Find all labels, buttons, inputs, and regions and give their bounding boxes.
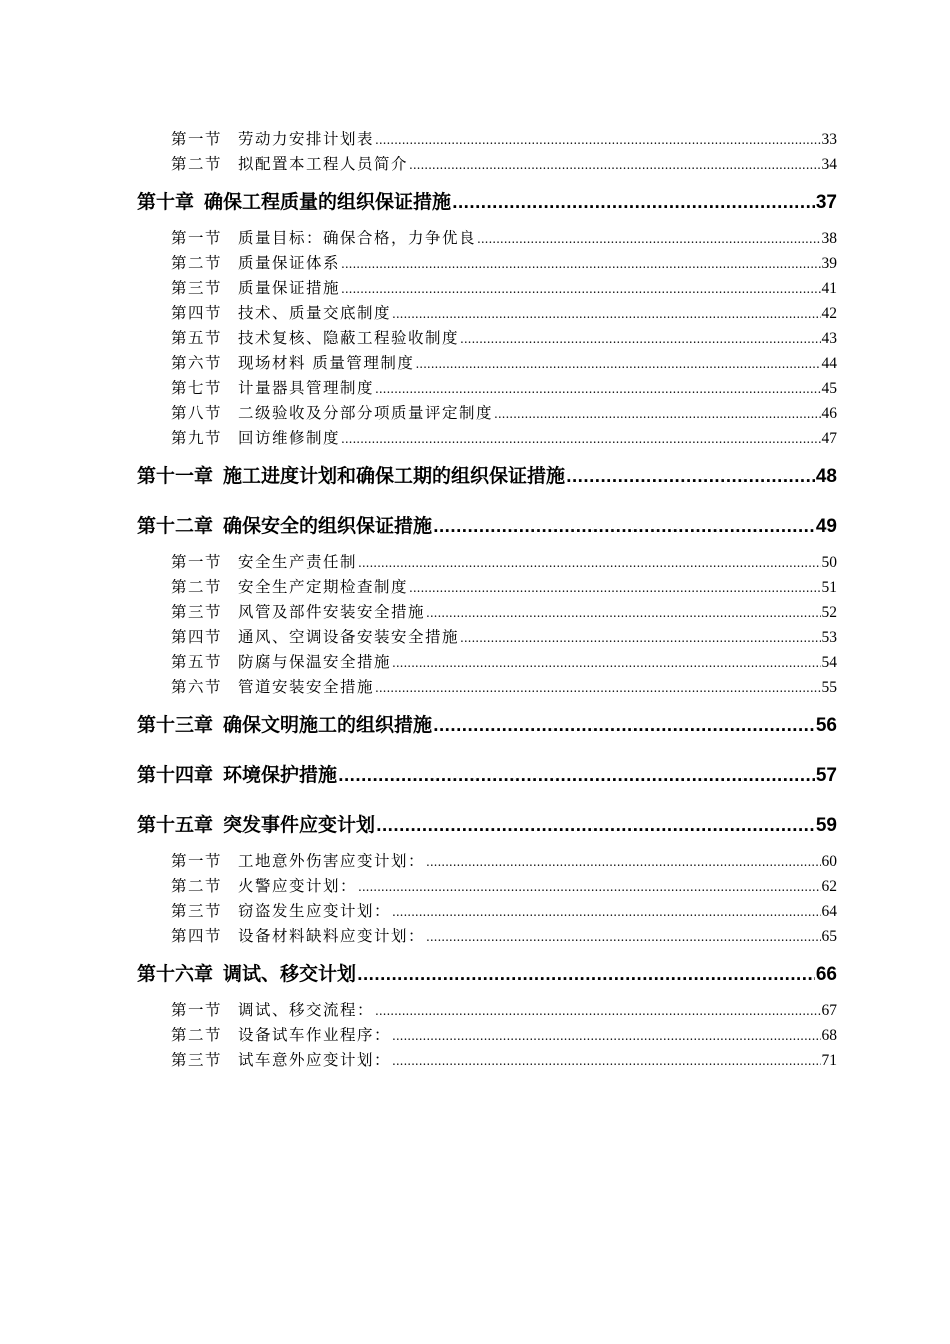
dot-leader <box>341 257 820 271</box>
section-title: 计量器具管理制度 <box>238 379 375 397</box>
page-number: 62 <box>821 878 837 895</box>
section-title: 安全生产责任制 <box>238 553 358 571</box>
page-number: 59 <box>815 815 837 836</box>
toc-entry[interactable] <box>171 998 837 1020</box>
section-number: 第一节 <box>171 1001 223 1019</box>
section-number: 第六节 <box>171 678 223 696</box>
dot-leader <box>494 407 820 421</box>
chapter-title: 环境保护措施 <box>223 764 338 786</box>
toc-chapter-entry[interactable] <box>137 760 837 787</box>
page-number: 66 <box>815 964 837 985</box>
section-number: 第二节 <box>171 254 223 272</box>
page-number: 53 <box>821 629 837 646</box>
section-title: 风管及部件安装安全措施 <box>238 603 426 621</box>
toc-entry[interactable] <box>171 276 837 298</box>
section-number: 第一节 <box>171 553 223 571</box>
section-title: 拟配置本工程人员简介 <box>238 155 409 173</box>
dot-leader <box>426 930 820 944</box>
toc-entry[interactable] <box>171 127 837 149</box>
section-number: 第二节 <box>171 1026 223 1044</box>
dot-leader <box>477 232 820 246</box>
page-number: 34 <box>821 156 837 173</box>
section-title: 通风、空调设备安装安全措施 <box>238 628 460 646</box>
section-number: 第二节 <box>171 877 223 895</box>
chapter-title: 确保工程质量的组织保证措施 <box>204 191 452 213</box>
section-title: 火警应变计划： <box>238 877 358 895</box>
toc-chapter-entry[interactable] <box>137 710 837 737</box>
section-title: 技术、质量交底制度 <box>238 304 392 322</box>
dot-leader <box>392 656 820 670</box>
page-number: 51 <box>821 579 837 596</box>
dot-leader <box>341 282 820 296</box>
dot-leader <box>409 581 820 595</box>
page-number: 48 <box>815 466 837 487</box>
dot-leader <box>375 133 820 147</box>
toc-entry[interactable] <box>171 675 837 697</box>
toc-entry[interactable] <box>171 1023 837 1045</box>
toc-entry[interactable] <box>171 849 837 871</box>
dot-leader <box>375 382 820 396</box>
section-title: 窃盗发生应变计划： <box>238 902 392 920</box>
chapter-title: 确保文明施工的组织措施 <box>223 714 433 736</box>
section-number: 第四节 <box>171 304 223 322</box>
toc-chapter-entry[interactable] <box>137 187 837 214</box>
page-number: 57 <box>815 765 837 786</box>
toc-entry[interactable] <box>171 401 837 423</box>
toc-entry[interactable] <box>171 351 837 373</box>
dot-leader <box>460 631 820 645</box>
page-number: 45 <box>821 380 837 397</box>
section-number: 第三节 <box>171 1051 223 1069</box>
section-number: 第五节 <box>171 653 223 671</box>
dot-leader <box>426 606 820 620</box>
dot-leader <box>452 194 815 212</box>
page-number: 64 <box>821 903 837 920</box>
section-number: 第七节 <box>171 379 223 397</box>
section-title: 技术复核、隐蔽工程验收制度 <box>238 329 460 347</box>
section-title: 劳动力安排计划表 <box>238 130 375 148</box>
page-number: 65 <box>821 928 837 945</box>
page-number: 42 <box>821 305 837 322</box>
toc-entry[interactable] <box>171 550 837 572</box>
dot-leader <box>392 905 820 919</box>
page-number: 37 <box>815 192 837 213</box>
chapter-number: 第十章 <box>137 191 195 213</box>
section-number: 第八节 <box>171 404 223 422</box>
dot-leader <box>566 468 815 486</box>
page-number: 41 <box>821 280 837 297</box>
toc-entry[interactable] <box>171 301 837 323</box>
section-number: 第九节 <box>171 429 223 447</box>
toc-entry[interactable] <box>171 426 837 448</box>
section-number: 第四节 <box>171 628 223 646</box>
section-number: 第三节 <box>171 603 223 621</box>
section-title: 工地意外伤害应变计划： <box>238 852 426 870</box>
page-number: 49 <box>815 516 837 537</box>
dot-leader <box>357 966 815 984</box>
chapter-number: 第十三章 <box>137 714 214 736</box>
page-number: 55 <box>821 679 837 696</box>
toc-entry[interactable] <box>171 251 837 273</box>
toc-entry[interactable] <box>171 924 837 946</box>
section-number: 第五节 <box>171 329 223 347</box>
toc-entry[interactable] <box>171 152 837 174</box>
dot-leader <box>415 357 820 371</box>
section-title: 质量目标：确保合格，力争优良 <box>238 229 477 247</box>
chapter-number: 第十一章 <box>137 465 214 487</box>
section-number: 第三节 <box>171 279 223 297</box>
toc-chapter-entry[interactable] <box>137 461 837 488</box>
page-number: 52 <box>821 604 837 621</box>
dot-leader <box>358 556 820 570</box>
section-number: 第二节 <box>171 155 223 173</box>
dot-leader <box>392 1029 820 1043</box>
dot-leader <box>392 307 820 321</box>
chapter-number: 第十四章 <box>137 764 214 786</box>
section-number: 第一节 <box>171 130 223 148</box>
toc-entry[interactable] <box>171 326 837 348</box>
dot-leader <box>376 817 815 835</box>
page-number: 39 <box>821 255 837 272</box>
section-title: 管道安装安全措施 <box>238 678 375 696</box>
page-number: 67 <box>821 1002 837 1019</box>
page-number: 56 <box>815 715 837 736</box>
dot-leader <box>375 681 820 695</box>
toc-chapter-entry[interactable] <box>137 810 837 837</box>
dot-leader <box>375 1004 820 1018</box>
section-title: 防腐与保温安全措施 <box>238 653 392 671</box>
page-number: 54 <box>821 654 837 671</box>
chapter-title: 调试、移交计划 <box>223 963 357 985</box>
toc-entry[interactable] <box>171 226 837 248</box>
toc-entry[interactable] <box>171 874 837 896</box>
section-title: 现场材料 质量管理制度 <box>238 354 415 372</box>
section-number: 第三节 <box>171 902 223 920</box>
chapter-number: 第十二章 <box>137 515 214 537</box>
page-number: 43 <box>821 330 837 347</box>
toc-chapter-entry[interactable] <box>137 511 837 538</box>
page-number: 46 <box>821 405 837 422</box>
section-title: 质量保证措施 <box>238 279 341 297</box>
section-title: 设备材料缺料应变计划： <box>238 927 426 945</box>
dot-leader <box>358 880 820 894</box>
toc-entry[interactable] <box>171 1048 837 1070</box>
chapter-title: 确保安全的组织保证措施 <box>223 515 433 537</box>
page-number: 47 <box>821 430 837 447</box>
section-number: 第四节 <box>171 927 223 945</box>
section-number: 第二节 <box>171 578 223 596</box>
toc-entry[interactable] <box>171 625 837 647</box>
toc-entry[interactable] <box>171 650 837 672</box>
dot-leader <box>460 332 820 346</box>
toc-chapter-entry[interactable] <box>137 959 837 986</box>
dot-leader <box>426 855 820 869</box>
section-number: 第一节 <box>171 229 223 247</box>
page-number: 33 <box>821 131 837 148</box>
dot-leader <box>338 767 815 785</box>
toc-entry[interactable] <box>171 600 837 622</box>
page-number: 44 <box>821 355 837 372</box>
page-number: 68 <box>821 1027 837 1044</box>
toc-entry[interactable] <box>171 899 837 921</box>
section-title: 质量保证体系 <box>238 254 341 272</box>
chapter-title: 施工进度计划和确保工期的组织保证措施 <box>223 465 566 487</box>
page-number: 38 <box>821 230 837 247</box>
chapter-number: 第十五章 <box>137 814 214 836</box>
dot-leader <box>341 432 820 446</box>
toc-entry[interactable] <box>171 575 837 597</box>
chapter-number: 第十六章 <box>137 963 214 985</box>
dot-leader <box>433 518 815 536</box>
section-title: 设备试车作业程序： <box>238 1026 392 1044</box>
section-number: 第一节 <box>171 852 223 870</box>
section-title: 试车意外应变计划： <box>238 1051 392 1069</box>
section-title: 回访维修制度 <box>238 429 341 447</box>
dot-leader <box>409 158 820 172</box>
chapter-title: 突发事件应变计划 <box>223 814 376 836</box>
page-number: 50 <box>821 554 837 571</box>
dot-leader <box>392 1054 820 1068</box>
section-title: 调试、移交流程： <box>238 1001 375 1019</box>
page-number: 71 <box>821 1052 837 1069</box>
section-title: 安全生产定期检查制度 <box>238 578 409 596</box>
section-number: 第六节 <box>171 354 223 372</box>
toc-entry[interactable] <box>171 376 837 398</box>
page-number: 60 <box>821 853 837 870</box>
section-title: 二级验收及分部分项质量评定制度 <box>238 404 494 422</box>
dot-leader <box>433 717 815 735</box>
